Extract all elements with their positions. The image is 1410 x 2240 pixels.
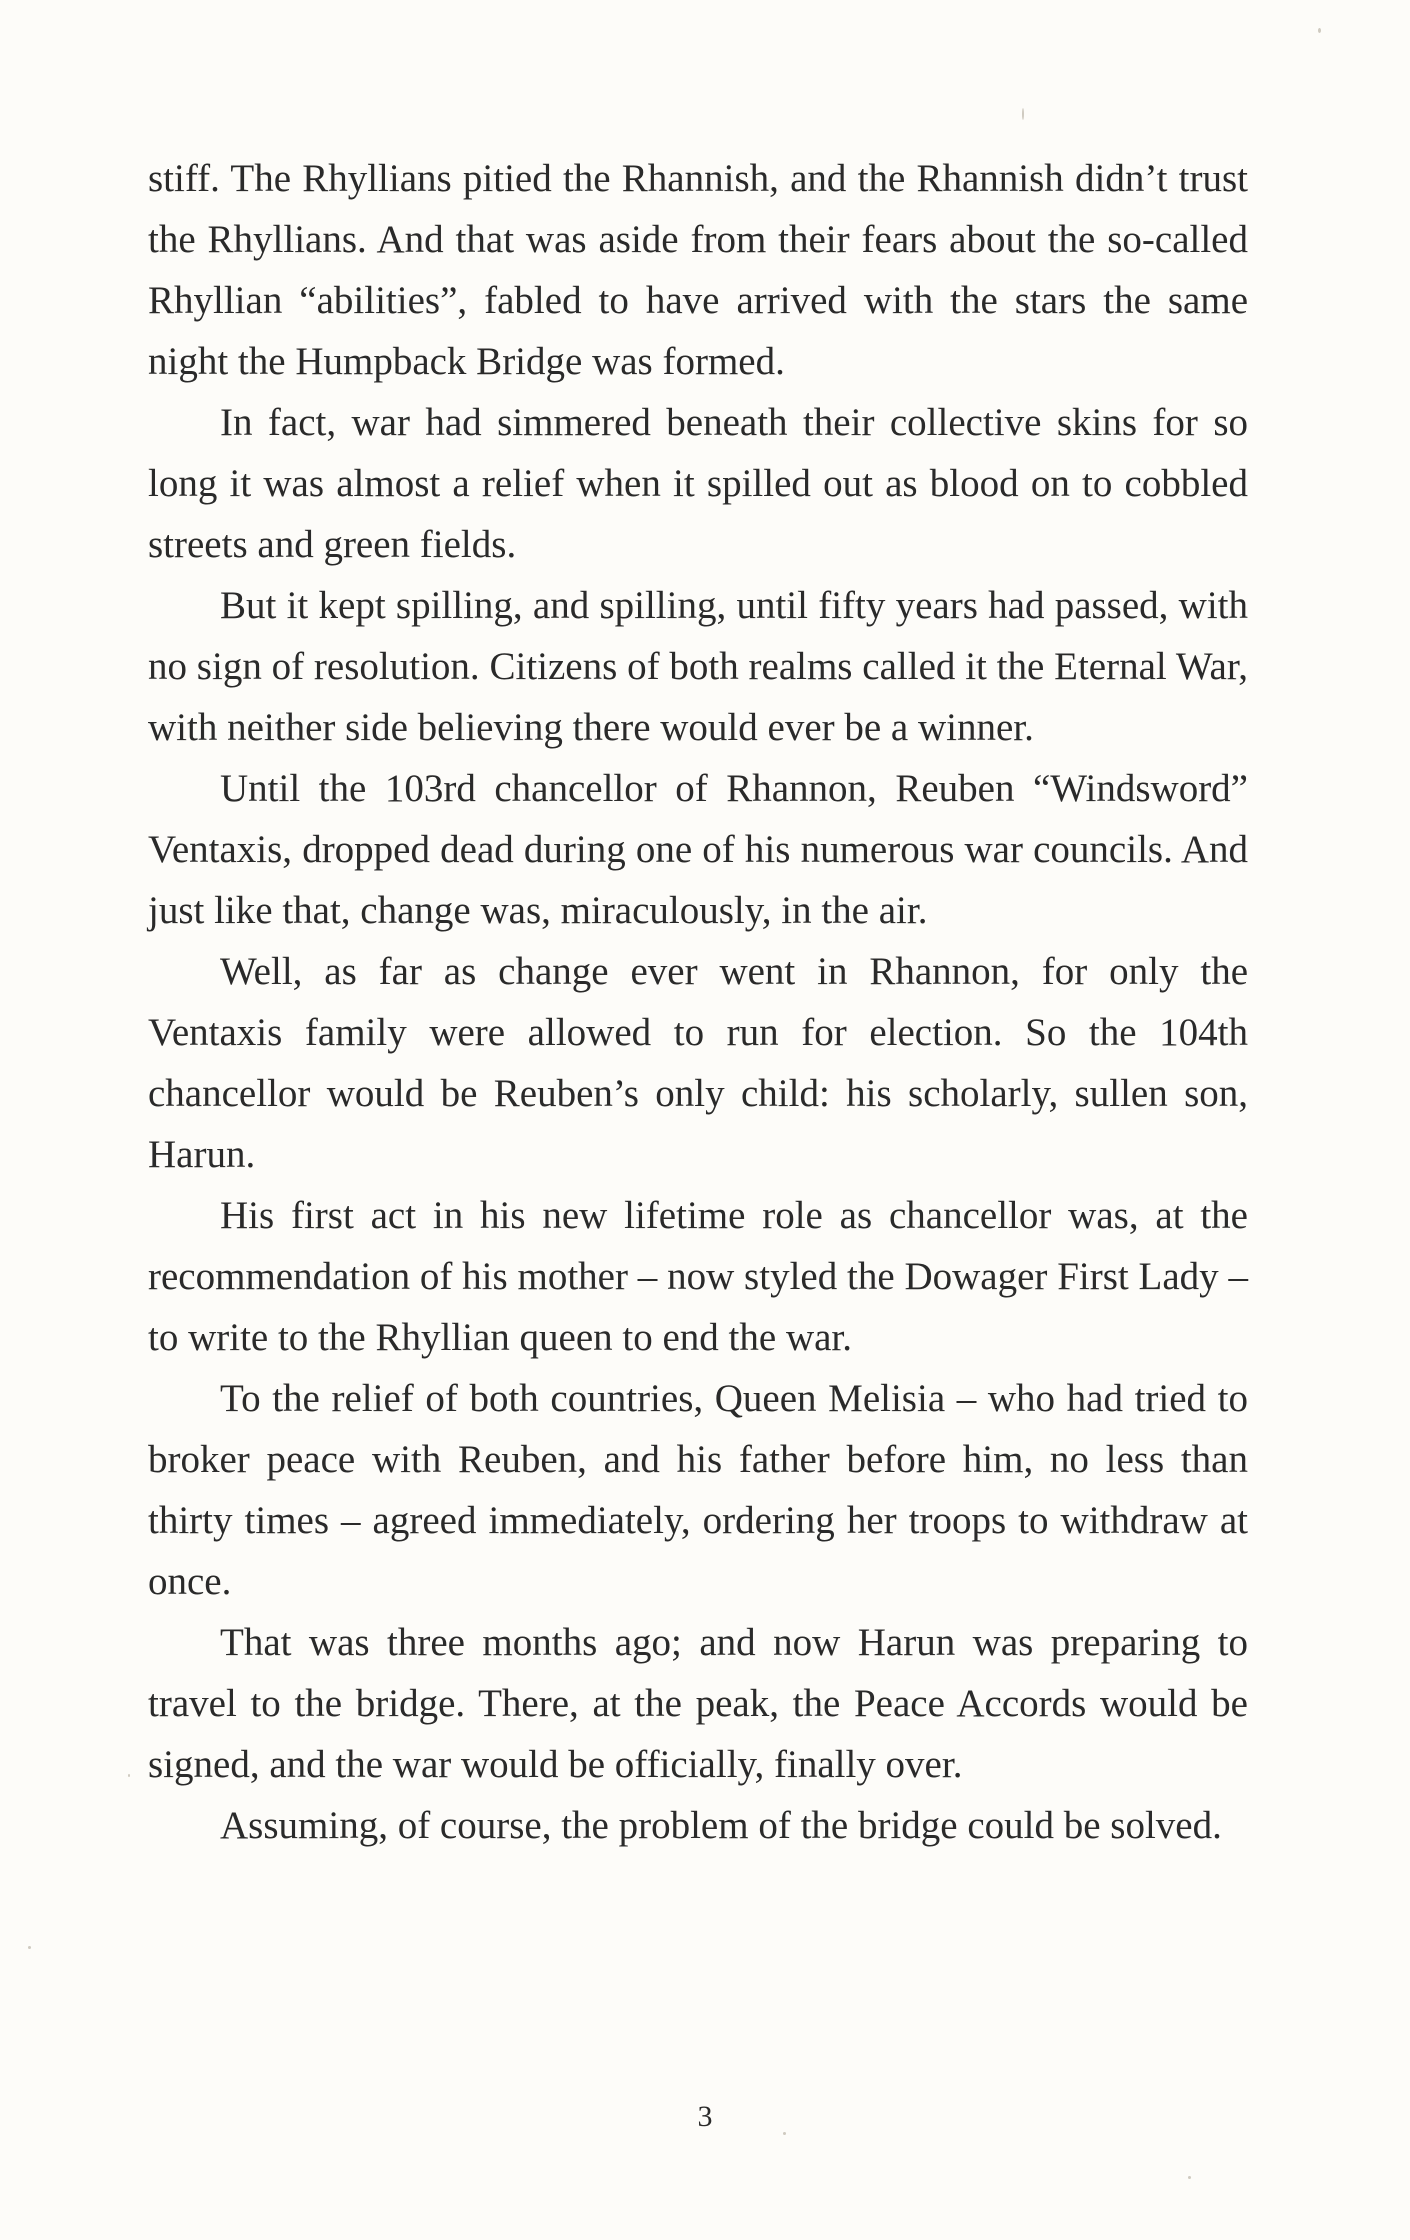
paper-speck	[1188, 2176, 1191, 2179]
paragraph-9: Assuming, of course, the problem of the bridge could be solved.	[220, 1804, 1222, 1847]
paragraph-1: stiff. The Rhyllians pitied the Rhannish, and the Rhannish didn’t trust the Rhyllians. And that was aside from their fears about the so-called Rhyllian “abilities”, fabled to have arrived with the stars the same night the Humpback Bridge was formed.	[148, 157, 1248, 383]
page-number: 3	[697, 2100, 713, 2133]
paragraph-4: Until the 103rd chancellor of Rhannon, Reuben “Windsword” Ventaxis, dropped dead during one of his numerous war councils. And just like that, change was, miraculously, in the air.	[148, 767, 1248, 932]
paper-speck	[1022, 108, 1024, 120]
body-text	[148, 148, 1248, 1856]
paragraph-7: To the relief of both countries, Queen Melisia – who had tried to broker peace with Reuben, and his father before him, no less than thirty times – agreed immediately, ordering her troops to withdraw at once.	[148, 1377, 1248, 1603]
paper-speck	[1318, 28, 1321, 33]
paragraph-8: That was three months ago; and now Harun was preparing to travel to the bridge. There, at the peak, the Peace Accords would be signed, and the war would be officially, finally over.	[148, 1621, 1248, 1786]
paper-speck	[783, 2132, 786, 2135]
paper-speck	[28, 1946, 31, 1949]
paper-speck	[128, 1774, 130, 1777]
paragraph-3: But it kept spilling, and spilling, until fifty years had passed, with no sign of resolution. Citizens of both realms called it the Eternal War, with neither side believing there would ever be a winner.	[148, 584, 1248, 749]
paragraph-6: His first act in his new lifetime role as chancellor was, at the recommendation of his mother – now styled the Dowager First Lady – to write to the Rhyllian queen to end the war.	[148, 1194, 1248, 1359]
paragraph-2: In fact, war had simmered beneath their collective skins for so long it was almost a relief when it spilled out as blood on to cobbled streets and green fields.	[148, 401, 1248, 566]
paragraph-5: Well, as far as change ever went in Rhannon, for only the Ventaxis family were allowed to run for election. So the 104th chancellor would be Reuben’s only child: his scholarly, sullen son, Harun.	[148, 950, 1248, 1176]
